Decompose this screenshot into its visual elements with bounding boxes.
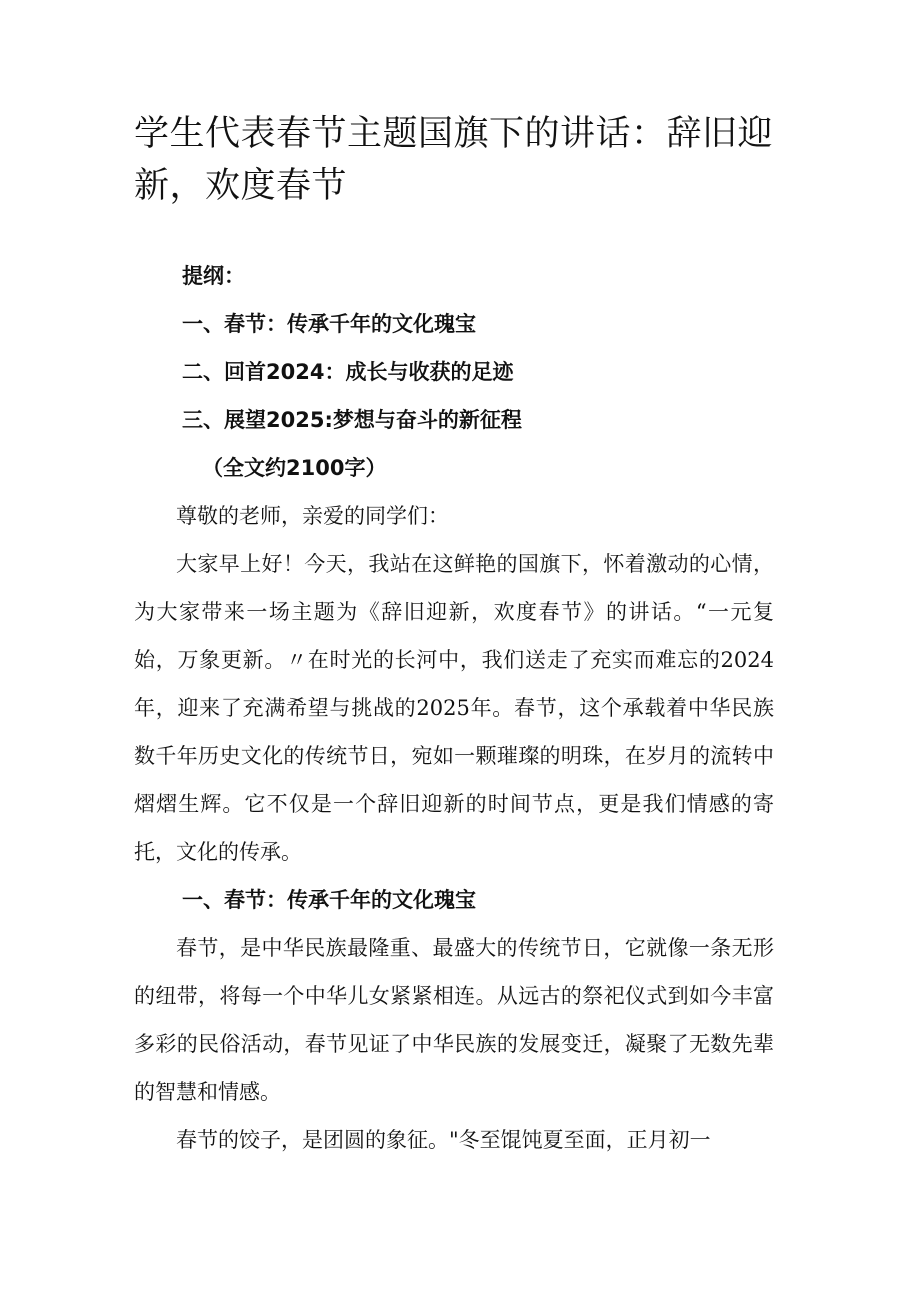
outline-item: 一、春节：传承千年的文化瑰宝 [182,312,476,336]
greeting-paragraph: 尊敬的老师，亲爱的同学们： [176,504,449,528]
body-paragraph: 春节的饺子，是团圆的象征。"冬至馄饨夏至面，正月初一 [176,1128,711,1152]
word-count-note: （全文约2100字） [202,456,387,480]
body-paragraph: 春节，是中华民族最隆重、最盛大的传统节日，它就像一条无形的纽带，将每一个中华儿女紧紧相连。从远古的祭祀仪式到如今丰富多彩的民俗活动，春节见证了中华民族的发展变迁，凝聚了无数先辈的智慧和情感。 [134,936,774,1104]
document-title: 学生代表春节主题国旗下的讲话：辞旧迎新，欢度春节 [134,114,774,206]
outline-section [182,252,782,492]
outline-heading: 提纲： [182,264,245,288]
intro-paragraph: 大家早上好！今天，我站在这鲜艳的国旗下，怀着激动的心情，为大家带来一场主题为《辞旧迎新，欢度春节》的讲话。“一元复始，万象更新。〃在时光的长河中，我们送走了充实而难忘的2024年，迎来了充满希望与挑战的2025年。春节，这个承载着中华民族数千年历史文化的传统节日，宛如一颗璀璨的明珠，在岁月的流转中熠熠生辉。它不仅是一个辞旧迎新的时间节点，更是我们情感的寄托，文化的传承。 [134,552,774,864]
speech-body [134,492,774,1164]
outline-item: 二、回首2024：成长与收获的足迹 [182,360,514,384]
outline-item: 三、展望2025:梦想与奋斗的新征程 [182,408,522,432]
section-heading: 一、春节：传承千年的文化瑰宝 [182,888,476,912]
